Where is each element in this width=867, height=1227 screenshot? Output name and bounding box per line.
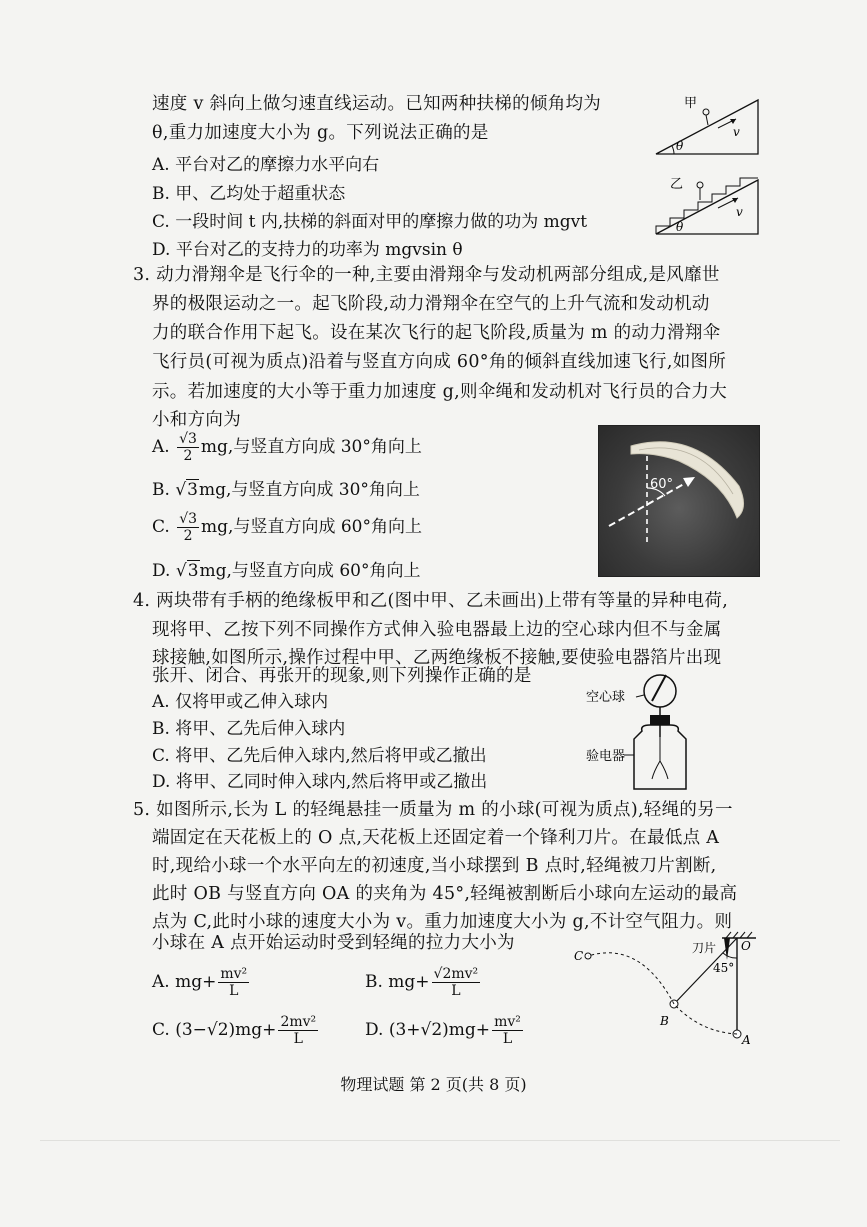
q3-c-letter: C. — [152, 517, 170, 537]
q3-d-radicand: 3 — [187, 561, 199, 581]
q3-c-text: mg,与竖直方向成 60°角向上 — [201, 517, 422, 537]
person-jia-head — [703, 109, 709, 115]
q2-option-d: D. 平台对乙的支持力的功率为 mgvsin θ — [152, 240, 463, 260]
label-hollow-ball: 空心球 — [586, 690, 626, 705]
q3-line3: 力的联合作用下起飞。设在某次飞行的起飞阶段,质量为 m 的动力滑翔伞 — [152, 323, 721, 343]
paraglider-photo-svg — [599, 426, 759, 576]
q3-option-a — [152, 432, 422, 463]
q3-d-letter: D. — [152, 561, 171, 581]
q5-line2: 端固定在天花板上的 O 点,天花板上还固定着一个锋利刀片。在最低点 A — [152, 828, 720, 848]
q5-a-prefix: A. mg+ — [152, 972, 217, 992]
q3-a-text: mg,与竖直方向成 30°角向上 — [200, 437, 422, 457]
q5-a-numerator: mv² — [220, 966, 248, 982]
label-C: C — [574, 949, 584, 963]
angle-label-60: 60° — [650, 477, 674, 492]
paraglider-photo — [598, 425, 760, 577]
q2-option-b: B. 甲、乙均处于超重状态 — [152, 184, 346, 204]
slope-jia — [656, 100, 758, 154]
q5-b-numerator: √2mv² — [433, 966, 479, 982]
q3-c-denominator: 2 — [183, 528, 193, 544]
q4-option-b: B. 将甲、乙先后伸入球内 — [152, 719, 346, 739]
q4-line3: 球接触,如图所示,操作过程中甲、乙两绝缘板不接触,要使验电器箔片出现 — [152, 648, 722, 668]
person-yi-head — [697, 182, 703, 188]
q3-b-text: mg,与竖直方向成 30°角向上 — [198, 480, 420, 500]
q3-b-sqrt: √3 — [175, 480, 198, 500]
q3-d-text: mg,与竖直方向成 60°角向上 — [199, 561, 421, 581]
q3-c-numerator: √3 — [179, 511, 198, 527]
q5-option-a — [152, 967, 251, 998]
label-theta-yi: θ — [676, 220, 684, 234]
q3-b-radicand: 3 — [187, 480, 198, 500]
ball-pointer — [636, 695, 644, 697]
q5-line1: 5. 如图所示,长为 L 的轻绳悬挂一质量为 m 的小球(可视为质点),轻绳的另一 — [133, 800, 733, 820]
q2-stem-line2: θ,重力加速度大小为 g。下列说法正确的是 — [152, 123, 489, 143]
q3-a-letter: A. — [152, 437, 170, 457]
insulating-plug — [650, 715, 670, 725]
q3-line6: 小和方向为 — [152, 410, 241, 430]
q5-line6: 小球在 A 点开始运动时受到轻绳的拉力大小为 — [152, 933, 515, 953]
q4-option-d: D. 将甲、乙同时伸入球内,然后将甲或乙撤出 — [152, 772, 488, 792]
escalator-figure — [648, 92, 768, 264]
q2-stem-line1: 速度 v 斜向上做匀速直线运动。已知两种扶梯的倾角均为 — [152, 94, 602, 114]
page-footer: 物理试题 第 2 页(共 8 页) — [340, 1075, 527, 1094]
label-v-yi: v — [736, 205, 743, 219]
q5-d-prefix: D. (3+√2)mg+ — [365, 1020, 491, 1040]
q5-a-denominator: L — [229, 983, 239, 999]
label-jia: 甲 — [684, 96, 698, 111]
q5-c-denominator: L — [293, 1031, 303, 1047]
label-O: O — [741, 939, 751, 953]
q5-option-c — [152, 1015, 320, 1046]
q2-option-c: C. 一段时间 t 内,扶梯的斜面对甲的摩擦力做的功为 mgvt — [152, 212, 588, 232]
q3-c-fraction — [177, 512, 199, 543]
q5-line3: 时,现给小球一个水平向左的初速度,当小球摆到 B 点时,轻绳被刀片割断, — [152, 856, 717, 876]
q5-b-prefix: B. mg+ — [365, 972, 430, 992]
q3-a-fraction — [177, 432, 199, 463]
q5-d-fraction — [492, 1015, 523, 1046]
label-electroscope: 验电器 — [586, 749, 626, 764]
arc-A-to-B — [674, 1004, 737, 1034]
q3-line4: 飞行员(可视为质点)沿着与竖直方向成 60°角的倾斜直线加速飞行,如图所 — [152, 352, 727, 372]
q3-option-c — [152, 512, 422, 543]
q5-option-d — [365, 1015, 525, 1046]
label-B: B — [660, 1014, 669, 1028]
label-blade: 刀片 — [692, 941, 717, 955]
angle-arc-45 — [723, 953, 737, 958]
q3-option-b — [152, 478, 420, 502]
q5-d-denominator: L — [502, 1031, 513, 1047]
q3-line2: 界的极限运动之一。起飞阶段,动力滑翔伞在空气的上升气流和发动机动 — [152, 294, 710, 314]
label-yi: 乙 — [670, 177, 684, 192]
angle-arc-jia — [672, 146, 674, 154]
flight-direction-arrowhead — [683, 477, 695, 487]
q5-c-prefix: C. (3−√2)mg+ — [152, 1020, 277, 1040]
q4-option-c: C. 将甲、乙先后伸入球内,然后将甲或乙撤出 — [152, 746, 487, 766]
q5-option-b — [365, 967, 482, 998]
q5-d-numerator: mv² — [494, 1014, 521, 1030]
q4-line4: 张开、闭合、再张开的现象,则下列操作正确的是 — [152, 666, 532, 686]
ball-rod-inner — [652, 675, 666, 701]
label-A: A — [742, 1033, 751, 1047]
q5-c-numerator: 2mv² — [280, 1014, 317, 1030]
label-v-jia: v — [733, 125, 740, 139]
person-jia-body — [706, 115, 708, 125]
label-theta-jia: θ — [676, 139, 684, 153]
q3-line5: 示。若加速度的大小等于重力加速度 g,则伞绳和发动机对飞行员的合力大 — [152, 382, 728, 402]
hollow-ball — [644, 675, 676, 707]
q5-a-fraction — [218, 967, 249, 998]
q5-b-denominator: L — [451, 983, 461, 999]
q3-line1: 3. 动力滑翔伞是飞行伞的一种,主要由滑翔伞与发动机两部分组成,是风靡世 — [133, 265, 720, 285]
q2-option-a: A. 平台对乙的摩擦力水平向右 — [152, 155, 380, 175]
q3-option-d — [152, 559, 420, 583]
q4-line1: 4. 两块带有手柄的绝缘板甲和乙(图中甲、乙未画出)上带有等量的异种电荷, — [133, 591, 729, 611]
q3-d-sqrt: √3 — [175, 561, 199, 581]
q4-option-a: A. 仅将甲或乙伸入球内 — [152, 692, 329, 712]
fold-line — [40, 1140, 840, 1141]
foil-right — [660, 761, 668, 779]
label-45: 45° — [713, 961, 735, 975]
q5-b-fraction — [432, 967, 481, 998]
ceiling-hatch — [726, 932, 752, 938]
q3-a-denominator: 2 — [183, 448, 193, 464]
q4-line2: 现将甲、乙按下列不同操作方式伸入验电器最上边的空心球内但不与金属 — [152, 620, 722, 640]
trajectory-B-to-C — [588, 953, 674, 1004]
q5-line4: 此时 OB 与竖直方向 OA 的夹角为 45°,轻绳被割断后小球向左运动的最高 — [152, 884, 738, 904]
q3-b-letter: B. — [152, 480, 170, 500]
q5-c-fraction — [278, 1015, 318, 1046]
electroscope-figure — [584, 665, 744, 795]
q5-line5: 点为 C,此时小球的速度大小为 v。重力加速度大小为 g,不计空气阻力。则 — [152, 912, 733, 932]
foil-left — [652, 761, 660, 779]
pendulum-figure — [570, 928, 760, 1048]
q3-a-numerator: √3 — [179, 431, 197, 447]
